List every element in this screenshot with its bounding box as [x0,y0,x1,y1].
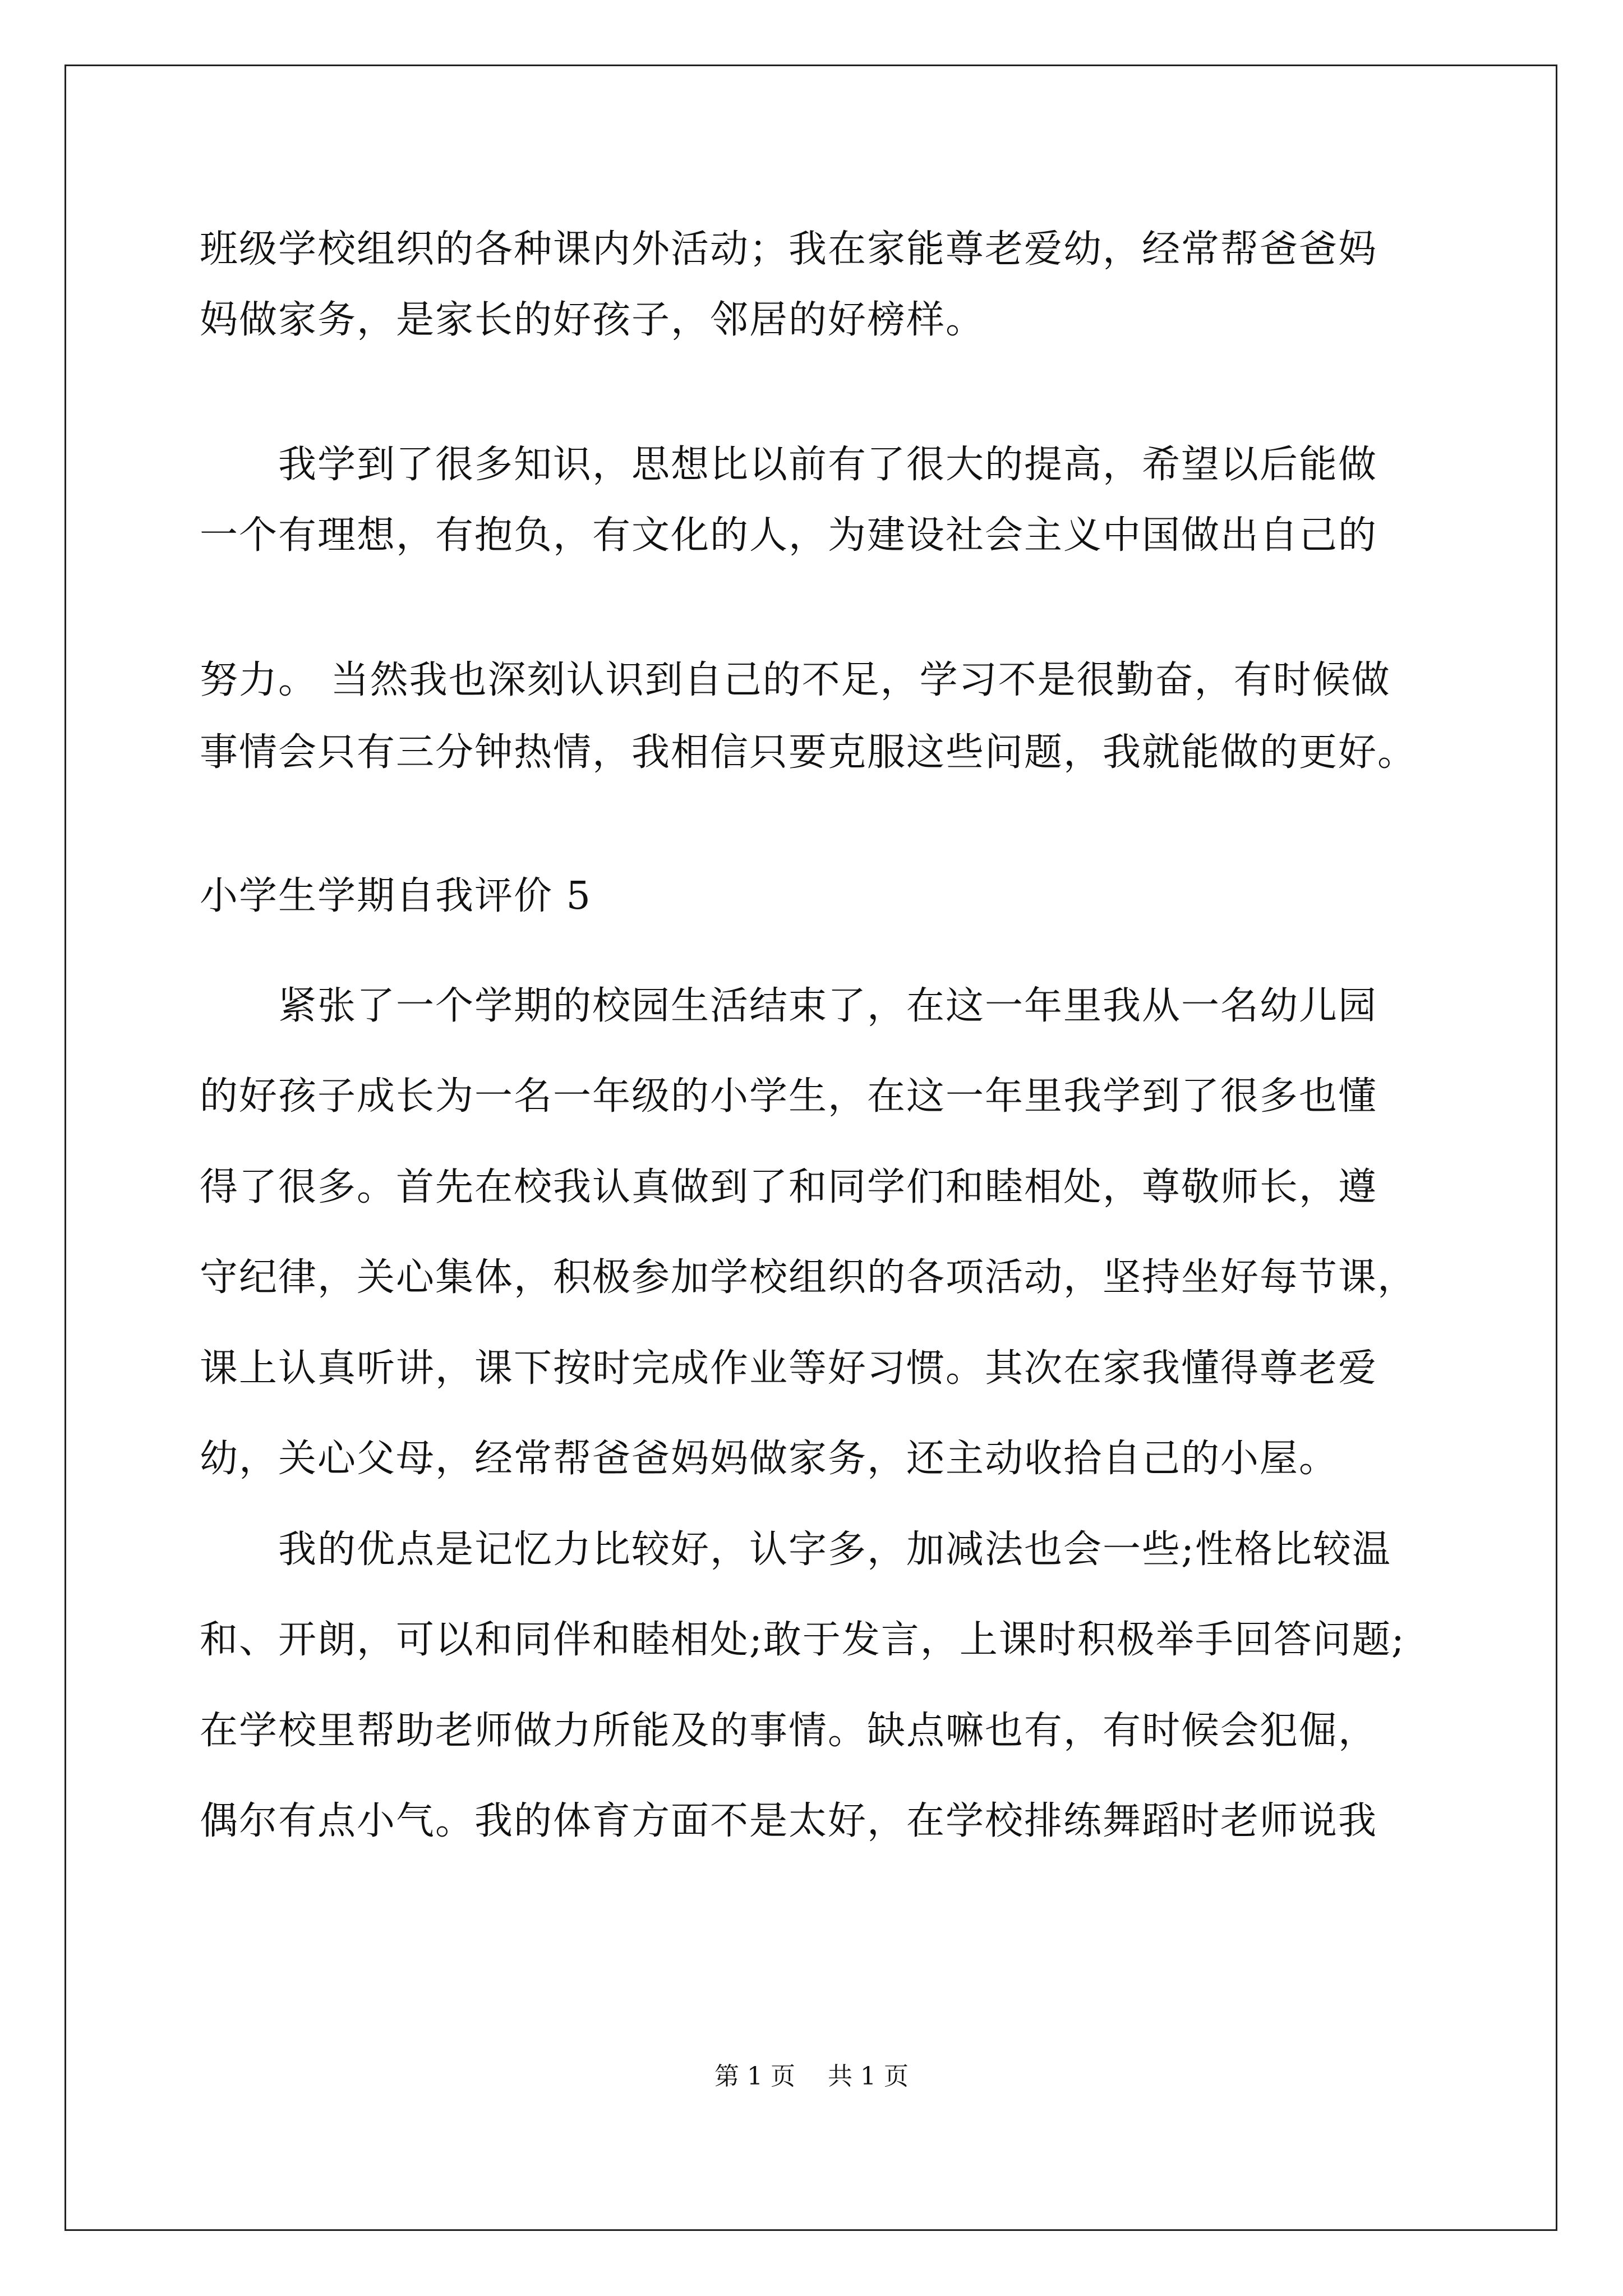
text-line: 得了很多。首先在校我认真做到了和同学们和睦相处，尊敬师长，遵 [200,1165,1378,1209]
text-line: 妈做家务，是家长的好孩子，邻居的好榜样。 [200,298,985,342]
text-line: 事情会只有三分钟热情，我相信只要克服这些问题，我就能做的更好。 [200,730,1417,775]
page-border [64,65,1557,2231]
text-line: 课上认真听讲，课下按时完成作业等好习惯。其次在家我懂得尊老爱 [200,1346,1378,1391]
text-line: 的好孩子成长为一名一年级的小学生，在这一年里我学到了很多也懂 [200,1074,1378,1119]
page-number-footer: 第 1 页 共 1 页 [714,2062,909,2091]
text-line: 在学校里帮助老师做力所能及的事情。缺点嘛也有，有时候会犯倔， [200,1709,1378,1753]
text-line: 守纪律，关心集体，积极参加学校组织的各项活动，坚持坐好每节课， [200,1255,1417,1300]
section-heading: 小学生学期自我评价 5 [200,874,592,918]
text-line: 我学到了很多知识，思想比以前有了很大的提高，希望以后能做 [200,443,1378,487]
text-line: 努力。 当然我也深刻认识到自己的不足，学习不是很勤奋，有时候做 [200,658,1391,702]
text-line: 偶尔有点小气。我的体育方面不是太好，在学校排练舞蹈时老师说我 [200,1799,1378,1843]
text-line: 紧张了一个学期的校园生活结束了，在这一年里我从一名幼儿园 [200,984,1378,1028]
text-line: 幼，关心父母，经常帮爸爸妈妈做家务，还主动收拾自己的小屋。 [200,1437,1339,1481]
text-line: 一个有理想，有抱负，有文化的人，为建设社会主义中国做出自己的 [200,513,1378,558]
text-line: 和、开朗，可以和同伴和睦相处;敢于发言，上课时积极举手回答问题; [200,1618,1405,1662]
text-line: 我的优点是记忆力比较好，认字多，加减法也会一些;性格比较温 [200,1527,1391,1572]
text-line: 班级学校组织的各种课内外活动；我在家能尊老爱幼，经常帮爸爸妈 [200,227,1378,272]
